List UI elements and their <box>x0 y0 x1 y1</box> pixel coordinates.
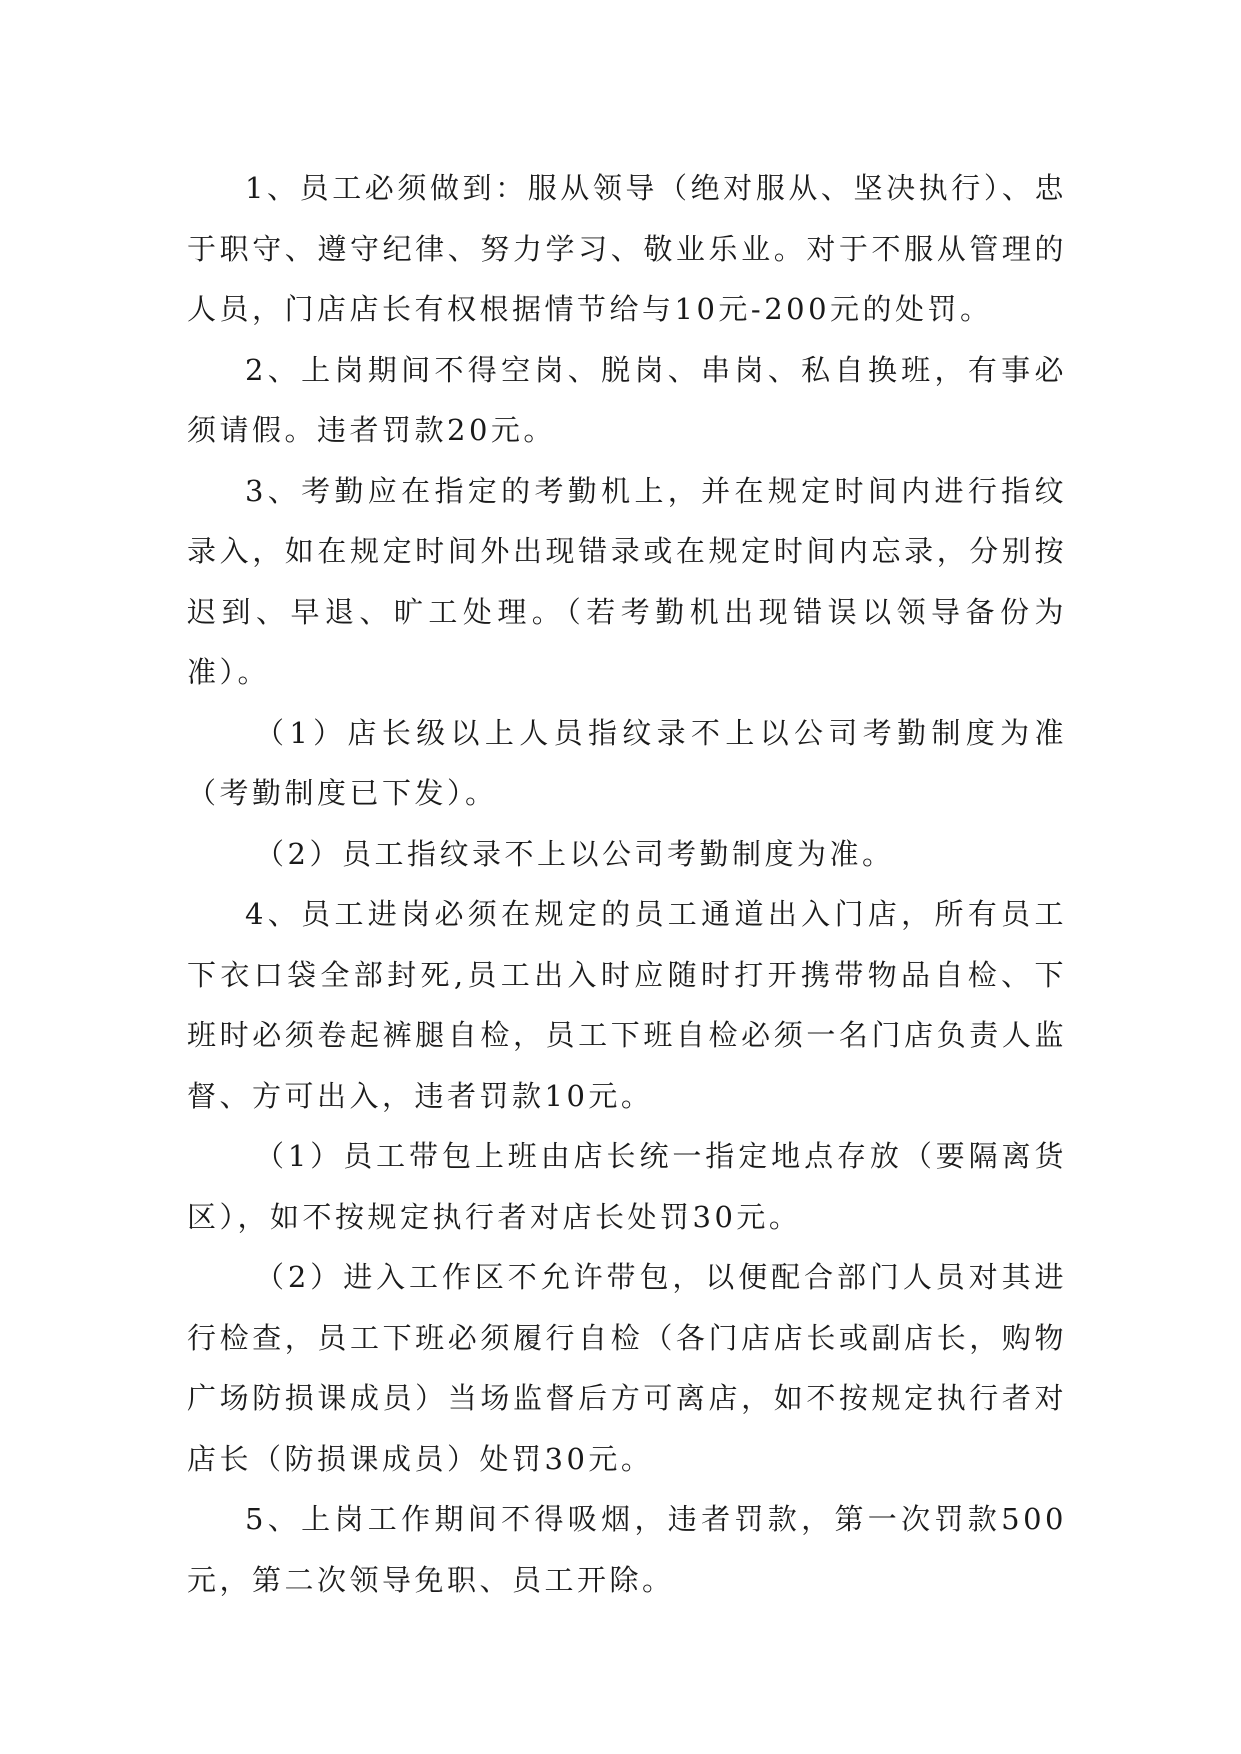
rule-1-paragraph: 1、员工必须做到：服从领导（绝对服从、坚决执行）、忠于职守、遵守纪律、努力学习、敬业乐业。对于不服从管理的人员，门店店长有权根据情节给与10元-200元的处罚。 <box>187 171 1067 326</box>
rule-3-paragraph: 3、考勤应在指定的考勤机上，并在规定时间内进行指纹录入，如在规定时间外出现错录或在规定时间内忘录，分别按迟到、早退、旷工处理。（若考勤机出现错误以领导备份为准）。 <box>187 473 1067 689</box>
rule-4-subitem-2: （2）进入工作区不允许带包，以便配合部门人员对其进行检查，员工下班必须履行自检（各门店店长或副店长，购物广场防损课成员）当场监督后方可离店，如不按规定执行者对店长（防损课成员）处罚30元。 <box>187 1260 1067 1476</box>
rule-5-paragraph: 5、上岗工作期间不得吸烟，违者罚款，第一次罚款500元，第二次领导免职、员工开除。 <box>187 1502 1067 1597</box>
rule-3-subitem-2: （2）员工指纹录不上以公司考勤制度为准。 <box>255 836 895 871</box>
document-body <box>187 158 1067 1610</box>
rule-2-paragraph: 2、上岗期间不得空岗、脱岗、串岗、私自换班，有事必须请假。违者罚款20元。 <box>187 352 1067 447</box>
rule-4-paragraph: 4、员工进岗必须在规定的员工通道出入门店，所有员工下衣口袋全部封死,员工出入时应随时打开携带物品自检、下班时必须卷起裤腿自检，员工下班自检必须一名门店负责人监督、方可出入，违者罚款10元。 <box>187 897 1067 1113</box>
rule-3-subitem-1: （1）店长级以上人员指纹录不上以公司考勤制度为准（考勤制度已下发）。 <box>187 715 1067 810</box>
rule-4-subitem-1: （1）员工带包上班由店长统一指定地点存放（要隔离货区），如不按规定执行者对店长处罚30元。 <box>187 1139 1067 1234</box>
